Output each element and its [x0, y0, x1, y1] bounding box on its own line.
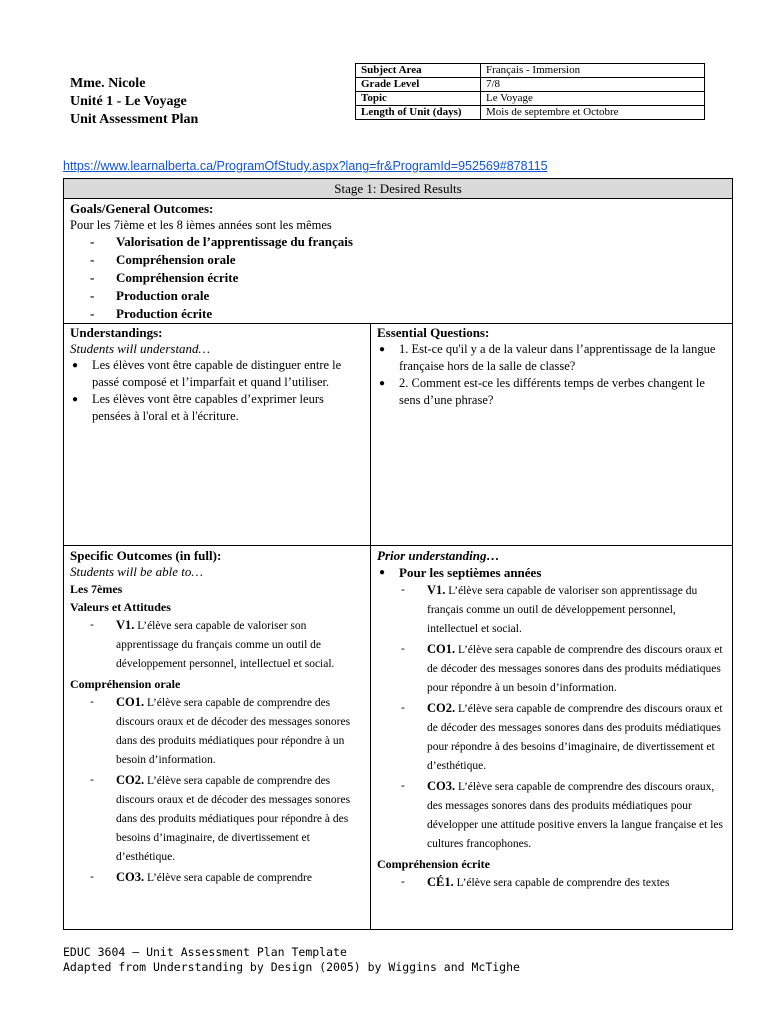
stage-title: Stage 1: Desired Results: [64, 179, 732, 199]
outcome-code: CO3.: [427, 779, 456, 793]
understandings-row: [64, 324, 732, 546]
info-label: Length of Unit (days): [356, 106, 481, 120]
section-heading: Compréhension écrite: [377, 857, 490, 871]
info-row: [356, 78, 705, 92]
info-label: Topic: [356, 92, 481, 106]
info-value: Français - Immersion: [481, 64, 705, 78]
header-block: [70, 75, 198, 129]
understandings-title: Understandings:: [70, 325, 163, 340]
goals-list: [70, 233, 726, 323]
footer-credit: Adapted from Understanding by Design (2005) by Wiggins and McTighe: [63, 960, 520, 974]
unit-plan-table: [63, 178, 733, 930]
understandings-list: [70, 357, 364, 425]
outcome-list: [70, 616, 364, 674]
outcome-text: L’élève sera capable de comprendre des discours oraux et de décoder des messages sonores dans des produits médiatiques pour répondre à un besoin d’information.: [116, 697, 351, 766]
essential-questions-cell: [371, 324, 732, 545]
program-of-study-link[interactable]: https://www.learnalberta.ca/ProgramOfStudy.aspx?lang=fr&ProgramId=952569#878115: [63, 159, 548, 173]
goal-item: - Compréhension écrite: [88, 269, 726, 287]
outcome-text: L’élève sera capable de valoriser son apprentissage du français comme un outil de développement personnel, intellectuel et social.: [427, 585, 698, 635]
outcome-item: [88, 868, 364, 888]
info-row: [356, 64, 705, 78]
goals-title: Goals/General Outcomes:: [70, 201, 214, 216]
specific-outcomes-title: Specific Outcomes (in full):: [70, 548, 222, 563]
outcome-code: CO2.: [116, 773, 145, 787]
prior-understanding-cell: [371, 546, 732, 930]
outcome-text: L’élève sera capable de comprendre des discours oraux et de décoder des messages sonores dans des produits médiatiques pour répondre à des besoins d’imaginaire, de divertissement et d’esthétique.: [116, 775, 351, 863]
info-label: Grade Level: [356, 78, 481, 92]
prior-outcome-item: [399, 581, 726, 639]
outcome-code: CO3.: [116, 870, 145, 884]
outcome-text: L’élève sera capable de comprendre des textes: [456, 877, 670, 889]
info-value: Mois de septembre et Octobre: [481, 106, 705, 120]
essential-questions-title: Essential Questions:: [377, 325, 490, 340]
info-row: [356, 92, 705, 106]
outcome-code: V1.: [116, 618, 135, 632]
info-value: Le Voyage: [481, 92, 705, 106]
unit-title: Unité 1 - Le Voyage: [70, 94, 187, 109]
outcome-code: CO1.: [427, 642, 456, 656]
outcomes-row: [64, 546, 732, 930]
footer: [63, 945, 520, 975]
outcome-code: CO1.: [116, 695, 145, 709]
section-heading: Compréhension orale: [70, 677, 181, 691]
essential-question: ● 2. Comment est-ce les différents temps de verbes changent le sens d’une phrase?: [377, 375, 726, 409]
outcome-text: L’élève sera capable de comprendre des discours oraux, des messages sonores dans des produits médiatiques pour développer une attitude positive envers la langue française et les cultures francophones.: [427, 781, 724, 850]
info-label: Subject Area: [356, 64, 481, 78]
outcome-text: L’élève sera capable de comprendre des discours oraux et de décoder des messages sonores dans des produits médiatiques pour répondre à des besoins d’imaginaire, de divertissement et d’esthétique.: [427, 703, 723, 772]
outcome-text: L’élève sera capable de comprendre: [147, 872, 312, 884]
goals-section: [64, 199, 732, 324]
outcome-text: L’élève sera capable de comprendre des discours oraux et de décoder des messages sonores dans des produits médiatiques pour répondre à un besoin d’information.: [427, 644, 723, 694]
prior-outcome-item: [399, 640, 726, 698]
prior-outcome-list: [377, 873, 726, 893]
essential-question: ● 1. Est-ce qu'il y a de la valeur dans l’apprentissage de la langue française hors de la salle de classe?: [377, 341, 726, 375]
prior-outcome-item: [399, 873, 726, 893]
unit-info-table: [355, 63, 705, 120]
outcome-text: L’élève sera capable de valoriser son apprentissage du français comme un outil de développement personnel, intellectuel et social.: [116, 620, 335, 670]
outcome-item: [88, 693, 364, 770]
goal-item: - Valorisation de l’apprentissage du français: [88, 233, 726, 251]
info-row: [356, 106, 705, 120]
document-title: Unit Assessment Plan: [70, 112, 199, 127]
prior-outcome-list: [377, 581, 726, 854]
specific-outcomes-cell: [64, 546, 371, 930]
prior-grade-bullet: ● Pour les septièmes années: [377, 564, 726, 581]
understandings-subtitle: Students will understand…: [70, 341, 211, 356]
outcome-code: CÉ1.: [427, 875, 454, 889]
understanding-item: ● Les élèves vont être capable de distinguer entre le passé composé et l’imparfait et quand l’utiliser.: [70, 357, 364, 391]
goal-item: - Production écrite: [88, 305, 726, 323]
outcome-code: V1.: [427, 583, 446, 597]
outcome-list: [70, 693, 364, 888]
prior-outcome-item: [399, 777, 726, 854]
outcome-item: [88, 616, 364, 674]
goals-intro: Pour les 7ième et les 8 ièmes années sont les mêmes: [70, 218, 332, 232]
section-heading: Valeurs et Attitudes: [70, 600, 171, 614]
essential-questions-list: [377, 341, 726, 409]
understanding-item: ● Les élèves vont être capables d’exprimer leurs pensées à l'oral et à l'écriture.: [70, 391, 364, 425]
specific-outcomes-subtitle: Students will be able to…: [70, 564, 203, 579]
prior-outcome-item: [399, 699, 726, 776]
goal-item: - Compréhension orale: [88, 251, 726, 269]
grade-group-heading: Les 7èmes: [70, 582, 123, 596]
understandings-cell: [64, 324, 371, 545]
footer-course: EDUC 3604 – Unit Assessment Plan Template: [63, 945, 347, 959]
teacher-name: Mme. Nicole: [70, 76, 146, 91]
outcome-code: CO2.: [427, 701, 456, 715]
info-value: 7/8: [481, 78, 705, 92]
goal-item: - Production orale: [88, 287, 726, 305]
prior-understanding-title: Prior understanding…: [377, 548, 500, 563]
outcome-item: [88, 771, 364, 867]
prior-list: [377, 564, 726, 581]
